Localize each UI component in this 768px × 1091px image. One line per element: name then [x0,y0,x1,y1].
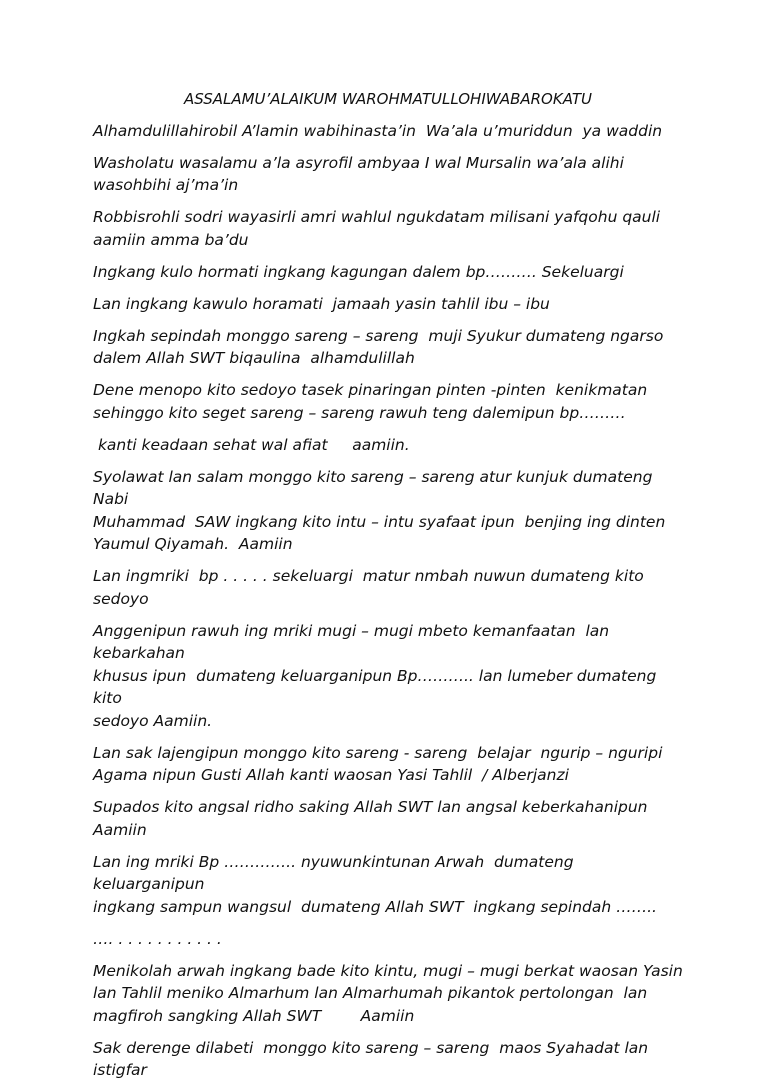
paragraph-17: Sak derenge dilabeti monggo kito sareng – sareng maos Syahadat lan istigfar [93,1038,654,1079]
paragraph-15: …. . . . . . . . . . . . [93,929,222,948]
paragraph-4: Ingkang kulo hormati ingkang kagungan dalem bp………. Sekeluargi [93,262,624,281]
document-body [93,88,683,1091]
paragraph-16: Menikolah arwah ingkang bade kito kintu, mugi – mugi berkat waosan Yasin lan Tahlil meniko Almarhum lan Almarhumah pikantok pertolongan lan magfiroh sangking Allah SWT Aamiin [93,961,683,1025]
paragraph-11: Anggenipun rawuh ing mriki mugi – mugi mbeto kemanfaatan lan kebarkahan khusus ipun dumateng keluarganipun Bp……….. lan lumeber dumateng kito sedoyo Aamiin. [93,621,657,730]
paragraph-12: Lan sak lajengipun monggo kito sareng - sareng belajar ngurip – nguripi Agama nipun Gusti Allah kanti waosan Yasi Tahlil / Alberjanzi [93,743,663,784]
paragraph-1: Alhamdulillahirobil A’lamin wabihinasta’in Wa’ala u’muriddun ya waddin [93,121,663,140]
document-title: ASSALAMU’ALAIKUM WAROHMATULLOHIWABAROKATU [183,90,593,108]
paragraph-9: Syolawat lan salam monggo kito sareng – sareng atur kunjuk dumateng Nabi Muhammad SAW ingkang kito intu – intu syafaat ipun benjing ing dinten Yaumul Qiyamah. Aamiin [93,467,666,553]
paragraph-10: Lan ingmriki bp . . . . . sekeluargi matur nmbah nuwun dumateng kito sedoyo [93,567,649,608]
paragraph-14: Lan ing mriki Bp ………….. nyuwunkintunan Arwah dumateng keluarganipun ingkang sampun wangsul dumateng Allah SWT ingkang sepindah …….. [93,852,657,916]
paragraph-2: Washolatu wasalamu a’la asyrofil ambyaa I wal Mursalin wa’ala alihi wasohbihi aj’ma’in [93,153,624,194]
paragraph-8: kanti keadaan sehat wal afiat aamiin. [93,435,410,454]
paragraph-5: Lan ingkang kawulo horamati jamaah yasin tahlil ibu – ibu [93,294,550,313]
paragraph-13: Supados kito angsal ridho saking Allah SWT lan angsal keberkahanipun Aamiin [93,798,653,839]
paragraph-7: Dene menopo kito sedoyo tasek pinaringan pinten -pinten kenikmatan sehinggo kito seget sareng – sareng rawuh teng dalemipun bp……… [93,381,648,422]
paragraph-3: Robbisrohli sodri wayasirli amri wahlul ngukdatam milisani yafqohu qauli aamiin amma ba’du [93,208,661,249]
paragraph-6: Ingkah sepindah monggo sareng – sareng muji Syukur dumateng ngarso dalem Allah SWT biqaulina alhamdulillah [93,326,664,367]
